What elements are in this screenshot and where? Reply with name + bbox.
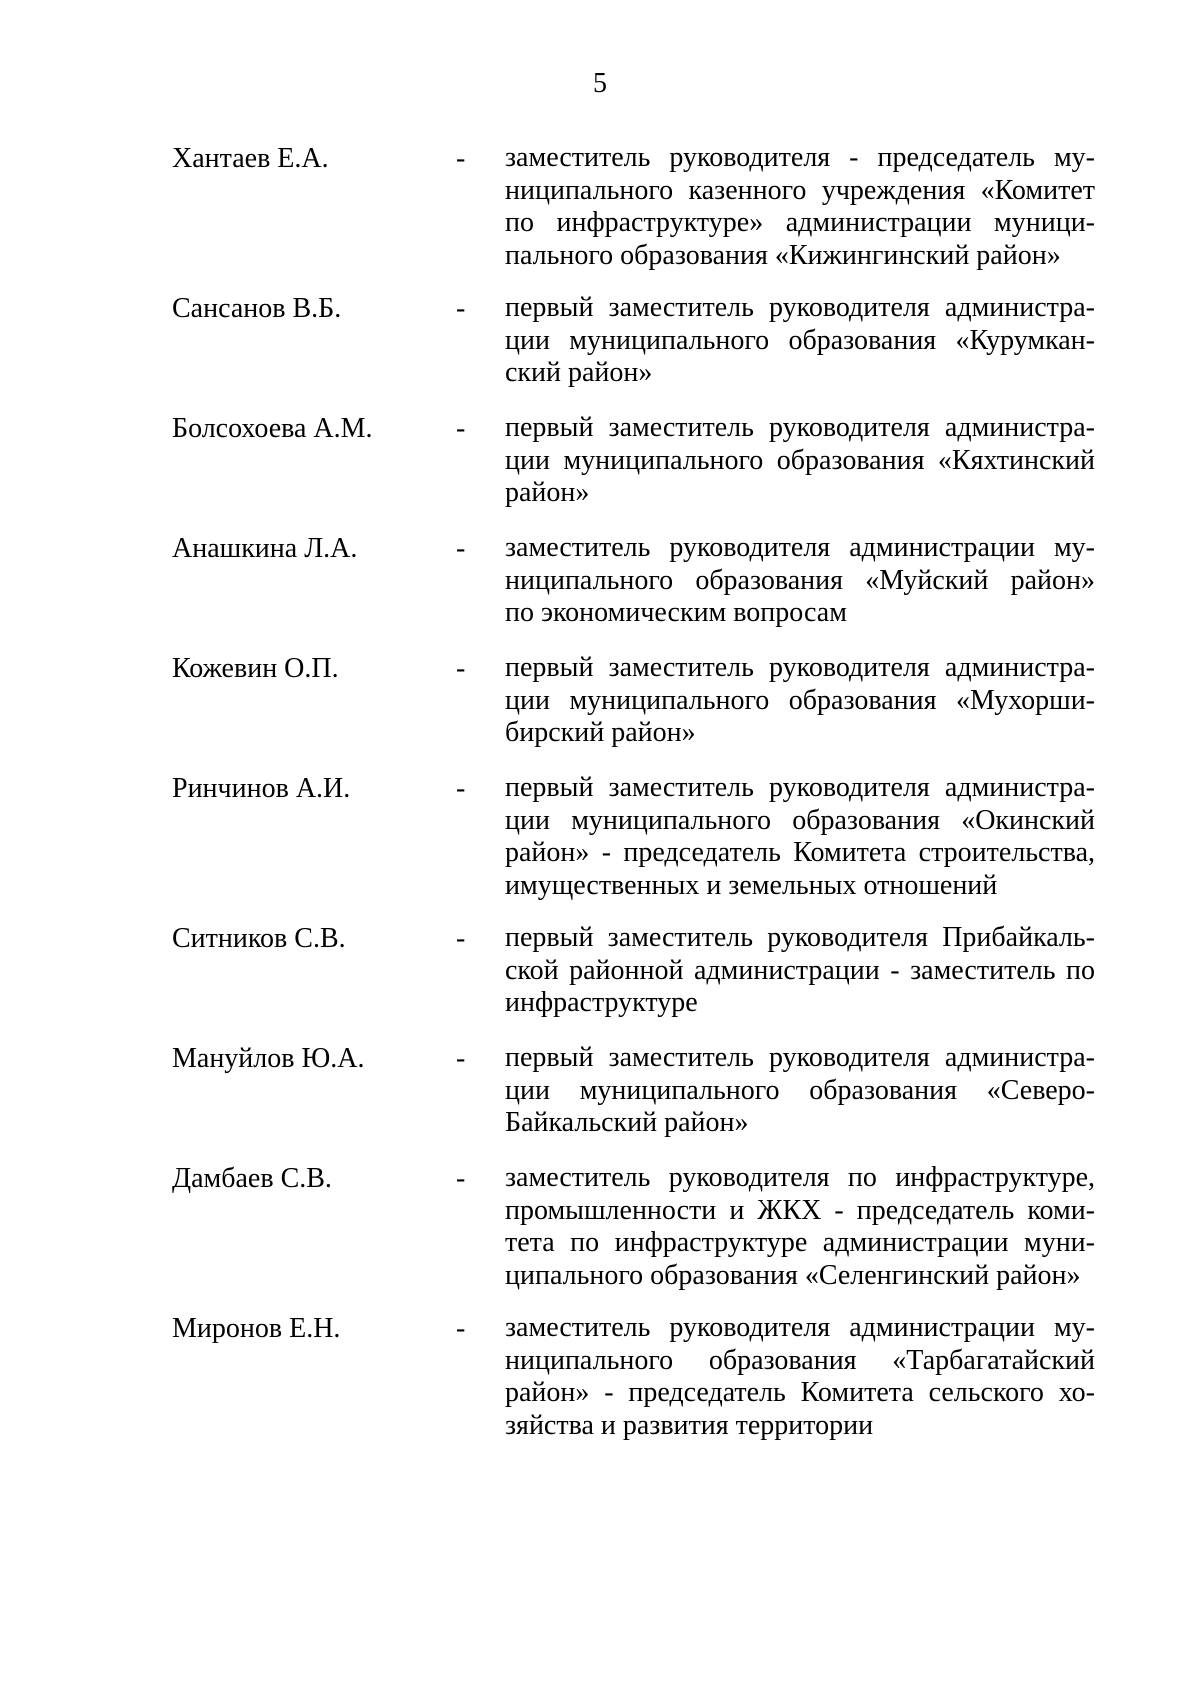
description-line: тета по инфраструктуре администрации муни- (505, 1227, 1095, 1259)
list-item (0, 1042, 1200, 1162)
list-item (0, 292, 1200, 412)
list-item (0, 1162, 1200, 1312)
separator-dash: - (456, 293, 466, 324)
separator-dash: - (456, 533, 466, 564)
position-description (505, 412, 1095, 510)
list-item (0, 412, 1200, 532)
description-line: первый заместитель руководителя администра- (505, 1042, 1095, 1073)
description-line: ции муниципального образования «Окинский (505, 804, 1095, 836)
person-name: Кожевин О.П. (172, 653, 339, 684)
person-name: Хантаев Е.А. (172, 143, 329, 174)
description-line: ский район» (505, 357, 653, 389)
description-line: первый заместитель руководителя администра- (505, 772, 1095, 803)
description-line: инфраструктуре (505, 987, 698, 1019)
list-item (0, 532, 1200, 652)
position-description (505, 922, 1095, 1020)
position-description (505, 1042, 1095, 1140)
list-item (0, 922, 1200, 1042)
separator-dash: - (456, 413, 466, 444)
description-line: заместитель руководителя - председатель му- (505, 142, 1095, 173)
position-description (505, 532, 1095, 630)
person-name: Анашкина Л.А. (172, 533, 358, 564)
description-line: район» - председатель Комитета строительства, (505, 837, 1095, 869)
person-name: Ситников С.В. (172, 923, 346, 954)
separator-dash: - (456, 1043, 466, 1074)
person-name: Болсохоева А.М. (172, 413, 373, 444)
list-item (0, 142, 1200, 292)
separator-dash: - (456, 1163, 466, 1194)
description-line: ции муниципального образования «Курумкан- (505, 324, 1095, 356)
description-line: ции муниципального образования «Северо- (505, 1074, 1095, 1106)
description-line: район» (505, 477, 590, 509)
person-name: Мануйлов Ю.А. (172, 1043, 365, 1074)
position-description (505, 292, 1095, 390)
description-line: заместитель руководителя администрации му- (505, 532, 1095, 563)
separator-dash: - (456, 143, 466, 174)
description-line: ниципального казенного учреждения «Комитет (505, 174, 1095, 206)
description-line: пального образования «Кижингинский район» (505, 239, 1061, 271)
description-line: промышленности и ЖКХ - председатель коми- (505, 1194, 1095, 1226)
personnel-list (0, 142, 1200, 1462)
position-description (505, 1312, 1095, 1442)
description-line: по экономическим вопросам (505, 597, 847, 629)
list-item (0, 1312, 1200, 1462)
description-line: первый заместитель руководителя администра- (505, 412, 1095, 443)
person-name: Миронов Е.Н. (172, 1313, 341, 1344)
description-line: бирский район» (505, 717, 696, 749)
person-name: Ринчинов А.И. (172, 773, 351, 804)
position-description (505, 772, 1095, 902)
description-line: зяйства и развития территории (505, 1409, 874, 1441)
description-line: ниципального образования «Тарбагатайский (505, 1344, 1095, 1376)
position-description (505, 142, 1095, 272)
position-description (505, 652, 1095, 750)
description-line: первый заместитель руководителя администра- (505, 292, 1095, 323)
description-line: ниципального образования «Муйский район» (505, 564, 1095, 596)
description-line: ции муниципального образования «Кяхтинский (505, 444, 1095, 476)
description-line: по инфраструктуре» администрации муници- (505, 207, 1095, 239)
person-name: Сансанов В.Б. (172, 293, 342, 324)
description-line: район» - председатель Комитета сельского хо- (505, 1377, 1095, 1409)
description-line: заместитель руководителя по инфраструктуре, (505, 1162, 1095, 1193)
position-description (505, 1162, 1095, 1292)
list-item (0, 772, 1200, 922)
description-line: ципального образования «Селенгинский район» (505, 1259, 1081, 1291)
description-line: ской районной администрации - заместитель по (505, 954, 1095, 986)
description-line: ции муниципального образования «Мухорши- (505, 684, 1095, 716)
description-line: Байкальский район» (505, 1107, 749, 1139)
description-line: имущественных и земельных отношений (505, 869, 998, 901)
separator-dash: - (456, 1313, 466, 1344)
description-line: заместитель руководителя администрации му- (505, 1312, 1095, 1343)
separator-dash: - (456, 773, 466, 804)
list-item (0, 652, 1200, 772)
description-line: первый заместитель руководителя Прибайкаль- (505, 922, 1095, 953)
separator-dash: - (456, 653, 466, 684)
description-line: первый заместитель руководителя администра- (505, 652, 1095, 683)
separator-dash: - (456, 923, 466, 954)
person-name: Дамбаев С.В. (172, 1163, 332, 1194)
page-number: 5 (593, 68, 607, 99)
